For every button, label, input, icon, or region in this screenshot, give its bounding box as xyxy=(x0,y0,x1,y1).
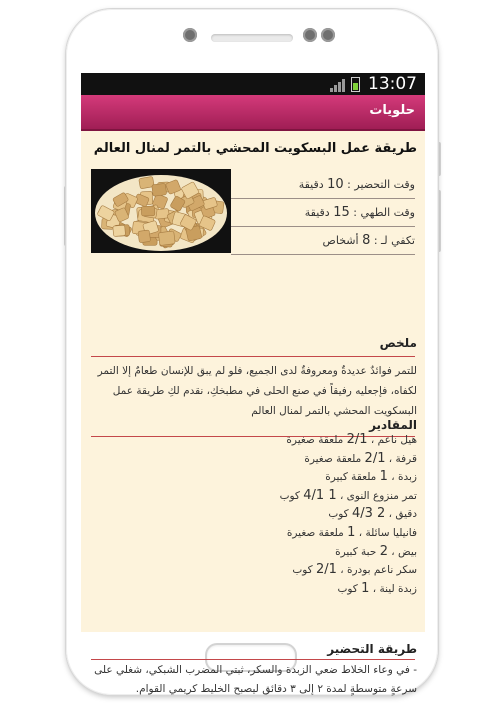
ingredient-unit: ملعقة صغيرة xyxy=(286,434,347,446)
cook-time-unit: دقيقة xyxy=(304,206,334,219)
ingredient-qty: 1 xyxy=(361,580,370,596)
cookie-shape xyxy=(113,225,126,236)
ingredient-item xyxy=(89,524,417,543)
app-bar xyxy=(81,95,425,131)
ingredient-qty: 1 xyxy=(379,469,388,485)
ingredients-heading: المقادير xyxy=(369,418,417,432)
recipe-meta xyxy=(231,171,415,255)
light-sensor-icon xyxy=(321,28,335,42)
status-bar xyxy=(81,73,425,95)
ingredient-unit: حبة كبيرة xyxy=(335,545,380,558)
ingredient-qty: 2 4/3 xyxy=(351,506,386,522)
ingredient-unit: كوب xyxy=(292,564,316,577)
ingredient-name: تمر منزوع النوى ، xyxy=(336,489,417,502)
cookie-shape xyxy=(158,231,175,246)
ingredient-name: قرفة ، xyxy=(385,452,417,465)
ingredient-item xyxy=(89,543,417,562)
ingredient-qty: 2/1 xyxy=(364,450,386,466)
ingredient-unit: كوب xyxy=(337,582,362,595)
prep-time-unit: دقيقة xyxy=(298,178,328,191)
summary-text: للتمر فوائدٌ عديدةٌ ومعروفةٌ لدى الجميع، فلو لم يبق للإنسان طعامٌ إلا التمر لكفاه، فإجعليه رفيقاً في صنع الحلى في مطبخكِ، نقدم لكِ طريقة عمل البسكويت المحشي بالتمر لمنال العالم xyxy=(97,365,417,417)
ingredient-item xyxy=(89,561,417,580)
prep-time-label: وقت التحضير : xyxy=(343,178,415,191)
ingredient-name: سكر ناعم بودرة ، xyxy=(336,564,417,577)
serves-row xyxy=(231,227,415,255)
ingredient-name: زبدة لينة ، xyxy=(369,582,417,595)
recipe-photo xyxy=(91,169,231,253)
ingredient-item xyxy=(89,450,417,469)
ingredient-qty: 1 4/1 xyxy=(303,487,337,503)
ingredient-name: زبدة ، xyxy=(387,471,417,484)
prep-time-value: 10 xyxy=(327,177,344,192)
prep-divider xyxy=(91,659,415,660)
ingredient-item xyxy=(89,505,417,524)
ingredient-qty: 2 xyxy=(379,543,388,559)
ingredient-name: هيل ناعم ، xyxy=(367,434,417,446)
ingredient-item xyxy=(89,468,417,487)
ingredient-qty: 2/1 xyxy=(346,432,368,447)
ingredient-qty: 2/1 xyxy=(315,562,337,578)
ingredient-unit: ملعقة صغيرة xyxy=(304,452,365,465)
serves-label: تكفي لـ : xyxy=(370,234,415,247)
cook-time-row xyxy=(231,199,415,227)
prep-time-row xyxy=(231,171,415,199)
summary-heading: ملخص xyxy=(379,336,417,350)
cookie-shape xyxy=(141,206,154,216)
earpiece-speaker xyxy=(211,34,293,42)
proximity-sensor-icon xyxy=(303,28,317,42)
prep-heading: طريقة التحضير xyxy=(327,642,417,656)
ingredient-name: دقيق ، xyxy=(385,508,417,521)
status-clock: 13:07 xyxy=(368,74,417,94)
signal-icon xyxy=(329,78,347,92)
ingredient-unit: ملعقة صغيرة xyxy=(286,526,348,539)
app-title: حلويات xyxy=(369,103,415,118)
battery-icon xyxy=(351,77,360,92)
cookie-shape xyxy=(152,183,167,196)
cookie-shape xyxy=(138,230,151,243)
ingredient-item xyxy=(89,431,417,450)
summary-divider xyxy=(91,356,415,357)
ingredient-qty: 1 xyxy=(347,524,356,540)
serves-unit: أشخاص xyxy=(322,234,363,247)
ingredient-unit: كوب xyxy=(279,489,304,502)
ingredient-item xyxy=(89,487,417,506)
ingredient-unit: كوب xyxy=(328,508,352,521)
app-screen xyxy=(81,73,425,695)
recipe-title: طريقة عمل البسكويت المحشي بالتمر لمنال العالم xyxy=(93,141,417,156)
ingredient-unit: ملعقة كبيرة xyxy=(325,471,380,484)
cook-time-label: وقت الطهي : xyxy=(349,206,415,219)
ingredient-name: فانيليا سائلة ، xyxy=(355,526,417,539)
ingredient-item xyxy=(89,580,417,599)
cook-time-value: 15 xyxy=(333,205,350,220)
ingredients-list xyxy=(89,431,417,598)
prep-text: - في وعاء الخلاط ضعي الزبدة والسكر، ثبتي المضرب الشبكي، شغلي على سرعةٍ متوسطةٍ لمدة ٢ إلى ٣ دقائق ليصبح الخليط كريمي القوام. xyxy=(94,664,417,695)
ingredient-name: بيض ، xyxy=(387,545,417,558)
front-camera-icon xyxy=(183,28,197,42)
serves-value: 8 xyxy=(362,233,371,248)
